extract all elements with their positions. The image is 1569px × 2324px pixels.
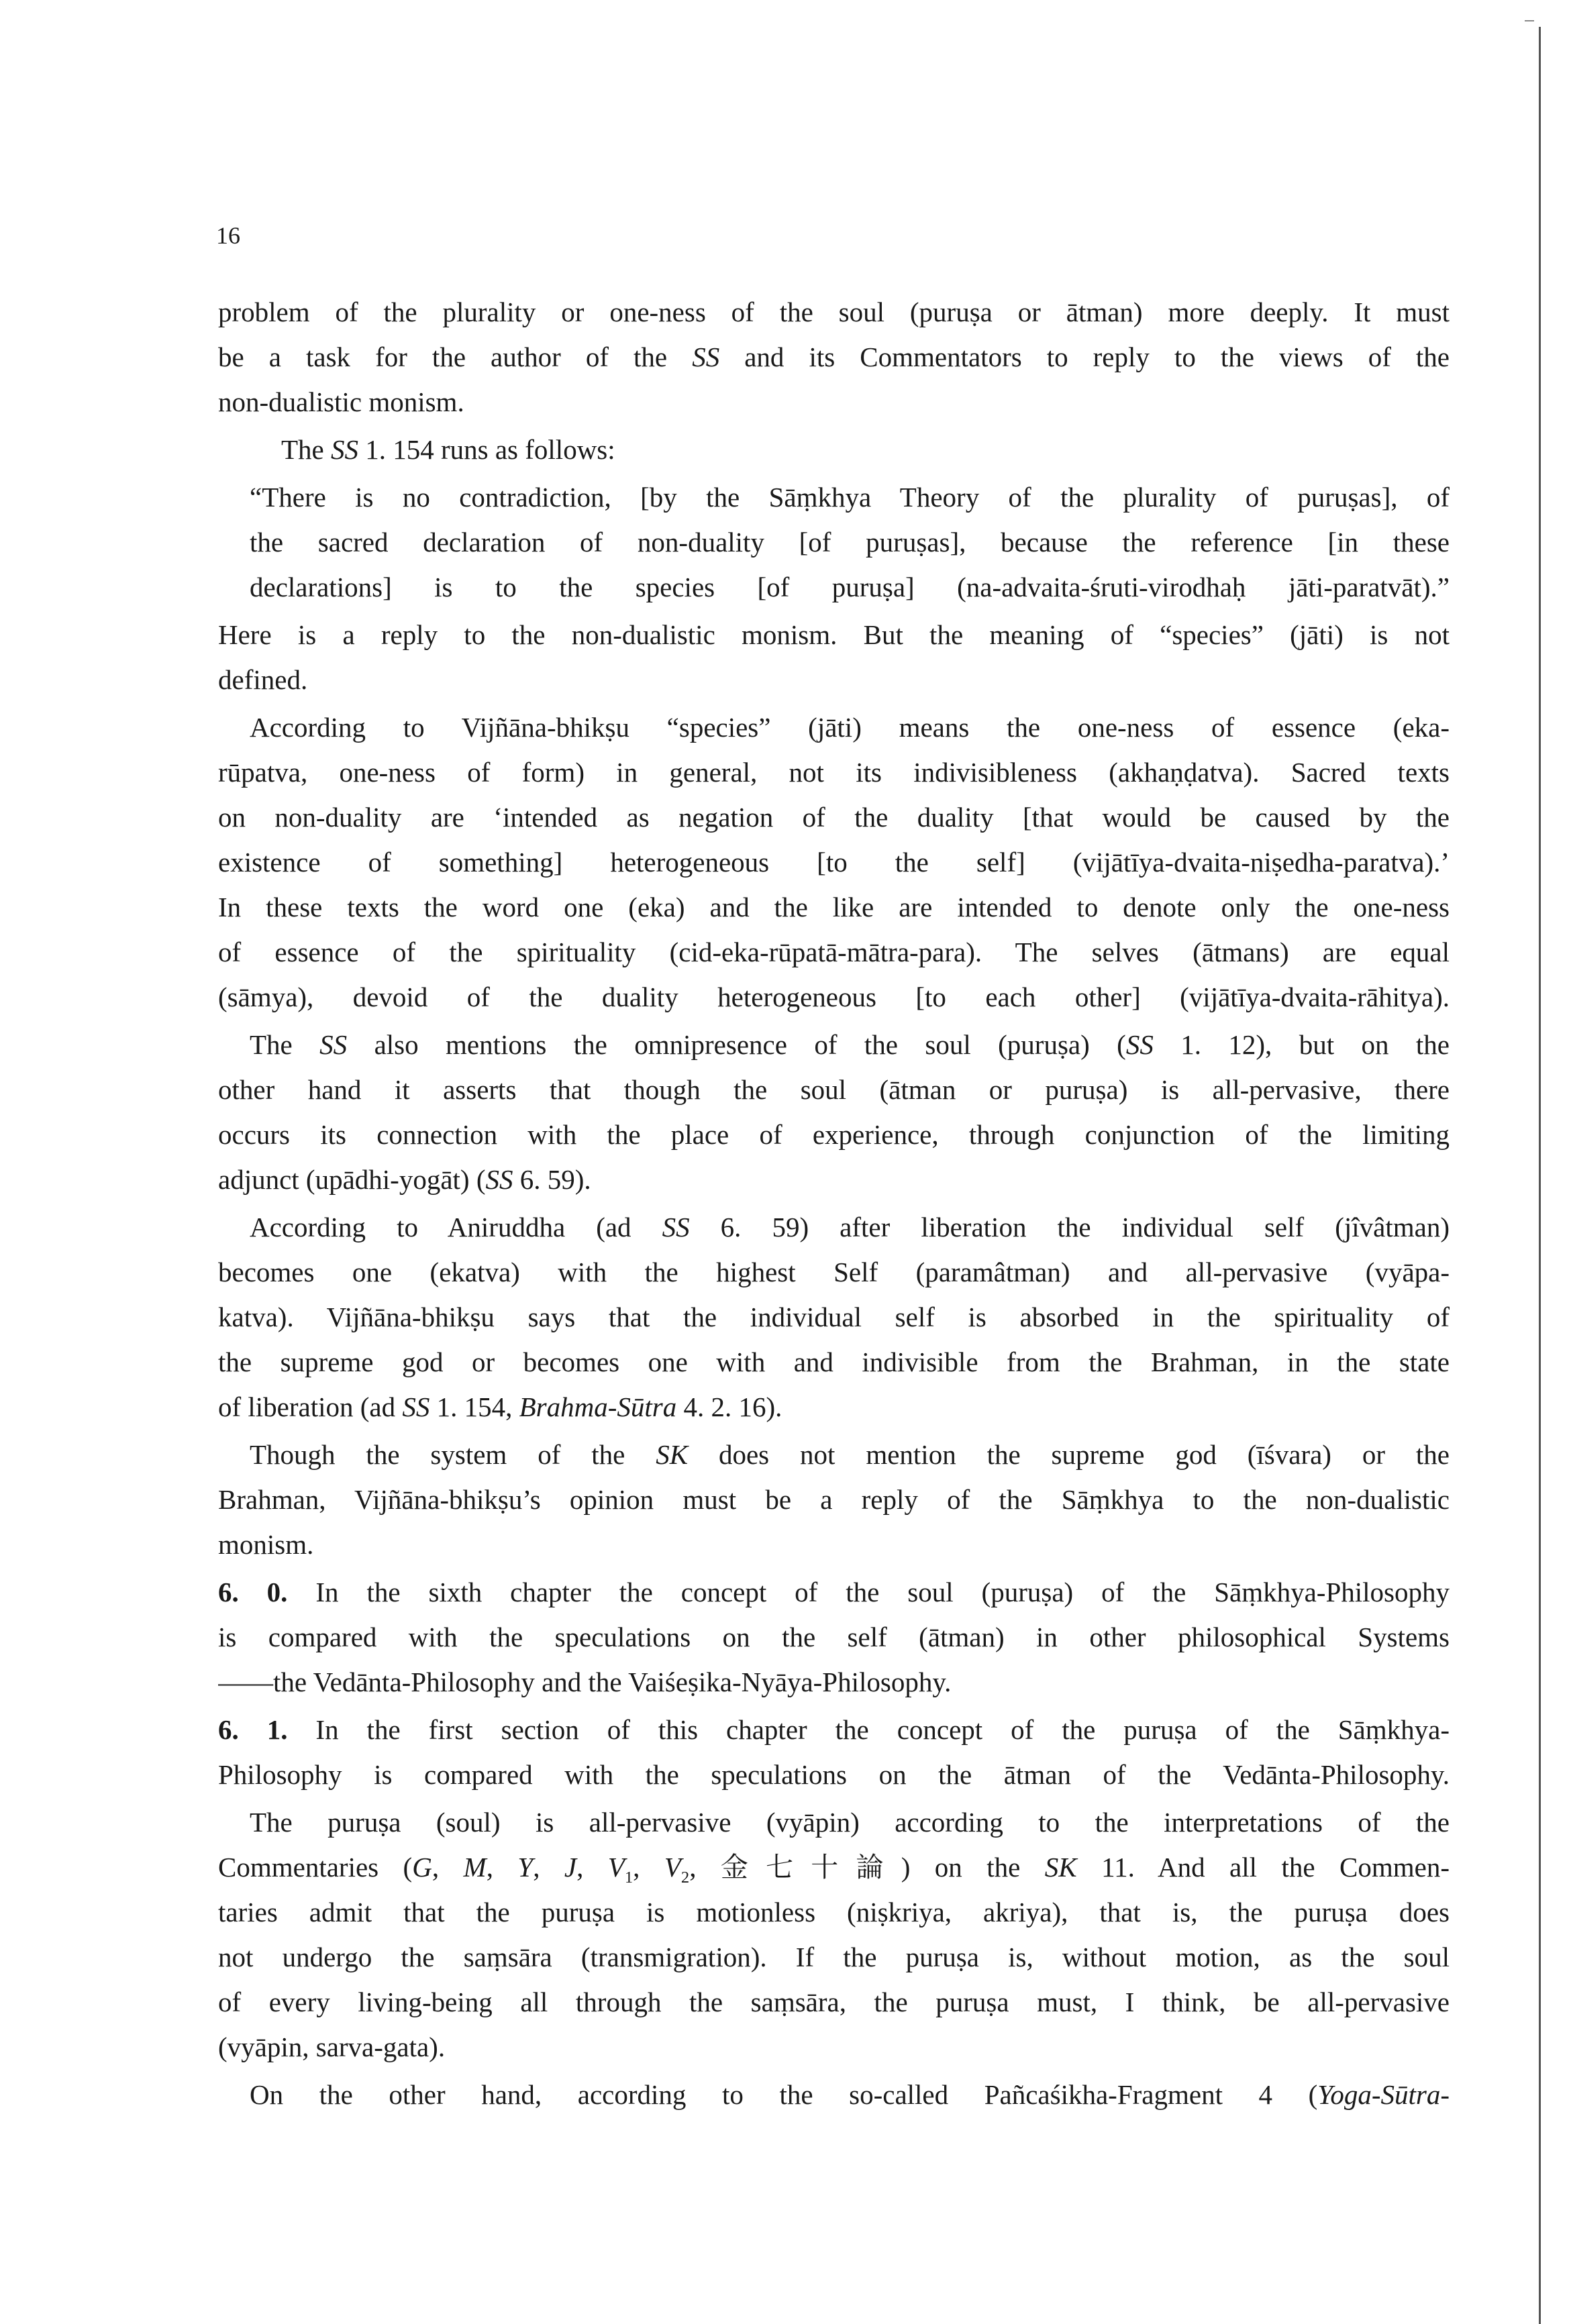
- text-line: (vyāpin, sarva-gata).: [218, 2031, 446, 2062]
- text-line: Philosophy is compared with the speculations on the ātman of the Vedānta-Philosophy.: [218, 1759, 1450, 1790]
- text-line: adjunct (upādhi-yogāt) (SS 6. 59).: [218, 1164, 591, 1195]
- text-line: problem of the plurality or one-ness of the soul (puruṣa or ātman) more deeply. It must: [218, 297, 1450, 327]
- text-line: Here is a reply to the non-dualistic monism. But the meaning of “species” (jāti) is not: [218, 619, 1450, 650]
- text-line: declarations] is to the species [of puruṣa] (na-advaita-śruti-virodhaḥ jāti-paratvāt).”: [250, 572, 1450, 602]
- text-line: the supreme god or becomes one with and indivisible from the Brahman, in the state: [218, 1346, 1450, 1377]
- page-edge-mark: [1525, 20, 1534, 28]
- paragraph: [218, 1205, 1450, 1430]
- paragraph: [218, 1022, 1450, 1202]
- page-edge-line: [1539, 27, 1541, 2324]
- text-line: on non-duality are ‘intended as negation of the duality [that would be caused by the: [218, 802, 1450, 833]
- text-line: According to Vijñāna-bhikṣu “species” (jāti) means the one-ness of essence (eka-: [250, 712, 1450, 743]
- text-line: katva). Vijñāna-bhikṣu says that the individual self is absorbed in the spirituality of: [218, 1302, 1450, 1332]
- text-line: taries admit that the puruṣa is motionless (niṣkriya, akriya), that is, the puruṣa does: [218, 1897, 1450, 1927]
- paragraph: [218, 2072, 1450, 2117]
- text-line: other hand it asserts that though the soul (ātman or puruṣa) is all-pervasive, there: [218, 1074, 1450, 1105]
- text-line: occurs its connection with the place of experience, through conjunction of the limiting: [218, 1119, 1450, 1150]
- text-line: (sāmya), devoid of the duality heterogeneous [to each other] (vijātīya-dvaita-rāhitya).: [218, 982, 1450, 1012]
- text-line: On the other hand, according to the so-called Pañcaśikha-Fragment 4 (Yoga-Sūtra-: [250, 2079, 1450, 2110]
- text-line: Though the system of the SK does not mention the supreme god (īśvara) or the: [250, 1439, 1450, 1470]
- text-line: of essence of the spirituality (cid-eka-rūpatā-mātra-para). The selves (ātmans) are equal: [218, 937, 1450, 967]
- text-line: of liberation (ad SS 1. 154, Brahma-Sūtra 4. 2. 16).: [218, 1391, 782, 1422]
- text-line: The SS 1. 154 runs as follows:: [281, 434, 615, 465]
- text-line: ——the Vedānta-Philosophy and the Vaiśeṣika-Nyāya-Philosophy.: [218, 1667, 952, 1697]
- text-line: Commentaries (G, M, Y, J, $V_1$, $V_2$, 金七十論) on the SK 11. And all the Commen-: [218, 1852, 1450, 1887]
- text-line: The puruṣa (soul) is all-pervasive (vyāpin) according to the interpretations of the: [250, 1807, 1450, 1838]
- text-line: the sacred declaration of non-duality [of puruṣas], because the reference [in these: [250, 527, 1450, 558]
- text-line: In these texts the word one (eka) and the like are intended to denote only the one-ness: [218, 892, 1450, 922]
- text-line: Brahman, Vijñāna-bhikṣu’s opinion must be a reply of the Sāṃkhya to the non-dualistic: [218, 1484, 1450, 1515]
- text-line: “There is no contradiction, [by the Sāṃkhya Theory of the plurality of puruṣas], of: [250, 482, 1450, 513]
- text-line: rūpatva, one-ness of form) in general, not its indivisibleness (akhaṇḍatva). Sacred texts: [218, 757, 1450, 788]
- paragraph: [218, 475, 1450, 610]
- paragraph: [218, 427, 1450, 472]
- text-line: According to Aniruddha (ad SS 6. 59) after liberation the individual self (jîvâtman): [250, 1212, 1450, 1243]
- text-line: be a task for the author of the SS and its Commentators to reply to the views of the: [218, 341, 1450, 372]
- page-number: 16: [216, 222, 240, 249]
- text-line: 6. 1. In the first section of this chapter the concept of the puruṣa of the Sāṃkhya-: [218, 1714, 1450, 1745]
- text-line: 6. 0. In the sixth chapter the concept of the soul (puruṣa) of the Sāṃkhya-Philosophy: [218, 1577, 1450, 1607]
- body-text: [218, 290, 1450, 2120]
- paragraph: [218, 1800, 1450, 2070]
- text-line: becomes one (ekatva) with the highest Self (paramâtman) and all-pervasive (vyāpa-: [218, 1257, 1450, 1287]
- text-line: of every living-being all through the saṃsāra, the puruṣa must, I think, be all-pervasive: [218, 1987, 1450, 2017]
- text-line: monism.: [218, 1529, 314, 1560]
- paragraph: [218, 290, 1450, 425]
- paragraph: [218, 1432, 1450, 1567]
- text-line: The SS also mentions the omnipresence of the soul (puruṣa) (SS 1. 12), but on the: [250, 1029, 1450, 1060]
- text-line: non-dualistic monism.: [218, 386, 464, 417]
- text-line: is compared with the speculations on the self (ātman) in other philosophical Systems: [218, 1622, 1450, 1652]
- paragraph: [218, 705, 1450, 1020]
- text-line: not undergo the saṃsāra (transmigration). If the puruṣa is, without motion, as the soul: [218, 1942, 1450, 1972]
- paragraph: [218, 1570, 1450, 1705]
- text-line: defined.: [218, 664, 308, 695]
- paragraph: [218, 1707, 1450, 1797]
- paragraph: [218, 613, 1450, 702]
- text-line: existence of something] heterogeneous [to the self] (vijātīya-dvaita-niṣedha-paratva).’: [218, 847, 1450, 878]
